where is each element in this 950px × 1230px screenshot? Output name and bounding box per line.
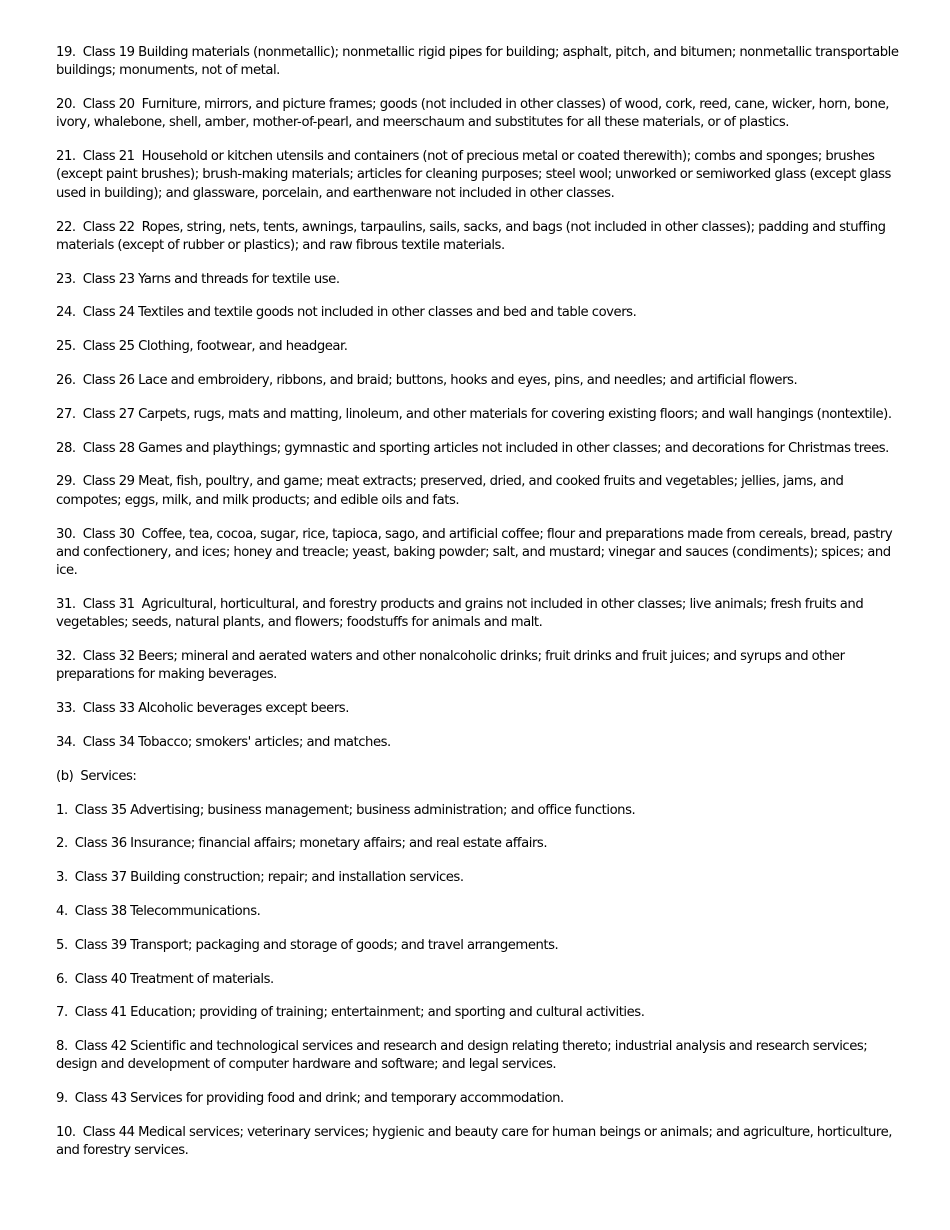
- paragraph-class-33: 33. Class 33 Alcoholic beverages except beers.: [56, 701, 349, 717]
- paragraph-class-29: 29. Class 29 Meat, fish, poultry, and game; meat extracts; preserved, dried, and cooked fruits and vegetables; jellies, jams, and compotes; eggs, milk, and milk products; and edible oils and fats.: [56, 474, 847, 508]
- paragraph-class-27: 27. Class 27 Carpets, rugs, mats and matting, linoleum, and other materials for covering existing floors; and wall hangings (nontextile).: [56, 406, 892, 422]
- paragraph-class-23: 23. Class 23 Yarns and threads for textile use.: [56, 271, 340, 287]
- paragraph-class-30: 30. Class 30 Coffee, tea, cocoa, sugar, rice, tapioca, sago, and artificial coffee; flour and preparations made from cereals, bread, pastry and confectionery, and ices; honey and treacle; yeast, baking powder; salt, and mustard; vinegar and sauces (condiments); spices; and ice.: [56, 526, 896, 579]
- paragraph-class-25: 25. Class 25 Clothing, footwear, and headgear.: [56, 339, 348, 355]
- paragraph-class-43: 9. Class 43 Services for providing food and drink; and temporary accommodation.: [56, 1091, 564, 1107]
- paragraph-class-32: 32. Class 32 Beers; mineral and aerated waters and other nonalcoholic drinks; fruit drinks and fruit juices; and syrups and other preparations for making beverages.: [56, 649, 849, 683]
- paragraph-class-41: 7. Class 41 Education; providing of training; entertainment; and sporting and cultural activities.: [56, 1005, 645, 1021]
- paragraph-class-34: 34. Class 34 Tobacco; smokers' articles; and matches.: [56, 734, 391, 750]
- paragraph-class-37: 3. Class 37 Building construction; repair; and installation services.: [56, 870, 464, 886]
- paragraph-class-39: 5. Class 39 Transport; packaging and storage of goods; and travel arrangements.: [56, 937, 559, 953]
- paragraph-class-38: 4. Class 38 Telecommunications.: [56, 903, 261, 919]
- paragraph-class-40: 6. Class 40 Treatment of materials.: [56, 971, 274, 987]
- paragraph-class-24: 24. Class 24 Textiles and textile goods not included in other classes and bed and table covers.: [56, 305, 637, 321]
- paragraph-class-28: 28. Class 28 Games and playthings; gymnastic and sporting articles not included in other classes; and decorations for Christmas trees.: [56, 440, 889, 456]
- paragraph-class-44: 10. Class 44 Medical services; veterinary services; hygienic and beauty care for human beings or animals; and agriculture, horticulture, and forestry services.: [56, 1124, 896, 1159]
- document-body: [56, 44, 901, 1176]
- paragraph-class-42: 8. Class 42 Scientific and technological services and research and design relating thereto; industrial analysis and research services; design and development of computer hardware and software; and legal services.: [56, 1039, 871, 1073]
- paragraph-class-31: 31. Class 31 Agricultural, horticultural, and forestry products and grains not included in other classes; live animals; fresh fruits and vegetables; seeds, natural plants, and flowers; foodstuffs for animals and malt.: [56, 596, 867, 631]
- paragraph-class-22: 22. Class 22 Ropes, string, nets, tents, awnings, tarpaulins, sails, sacks, and bags (not included in other classes); padding and stuffing materials (except of rubber or plastics); and raw fibrous textile materials.: [56, 219, 890, 253]
- paragraph-class-26: 26. Class 26 Lace and embroidery, ribbons, and braid; buttons, hooks and eyes, pins, and needles; and artificial flowers.: [56, 373, 798, 389]
- paragraph-class-21: 21. Class 21 Household or kitchen utensils and containers (not of precious metal or coated therewith); combs and sponges; brushes (except paint brushes); brush-making materials; articles for cleaning purposes; steel wool; unworked or semiworked glass (except glass used in building); and glassware, porcelain, and earthenware not included in other classes.: [56, 149, 895, 201]
- paragraph-class-35: 1. Class 35 Advertising; business management; business administration; and office functions.: [56, 802, 636, 818]
- paragraph-class-20: 20. Class 20 Furniture, mirrors, and picture frames; goods (not included in other classes) of wood, cork, reed, cane, wicker, horn, bone, ivory, whalebone, shell, amber, mother-of-pearl, and meerschaum and substitutes for all these materials, or of plastics.: [56, 97, 893, 131]
- services-heading: (b) Services:: [56, 768, 137, 784]
- paragraph-class-19: 19. Class 19 Building materials (nonmetallic); nonmetallic rigid pipes for building; asphalt, pitch, and bitumen; nonmetallic transportable buildings; monuments, not of metal.: [56, 45, 903, 79]
- paragraph-class-36: 2. Class 36 Insurance; financial affairs; monetary affairs; and real estate affairs.: [56, 836, 548, 852]
